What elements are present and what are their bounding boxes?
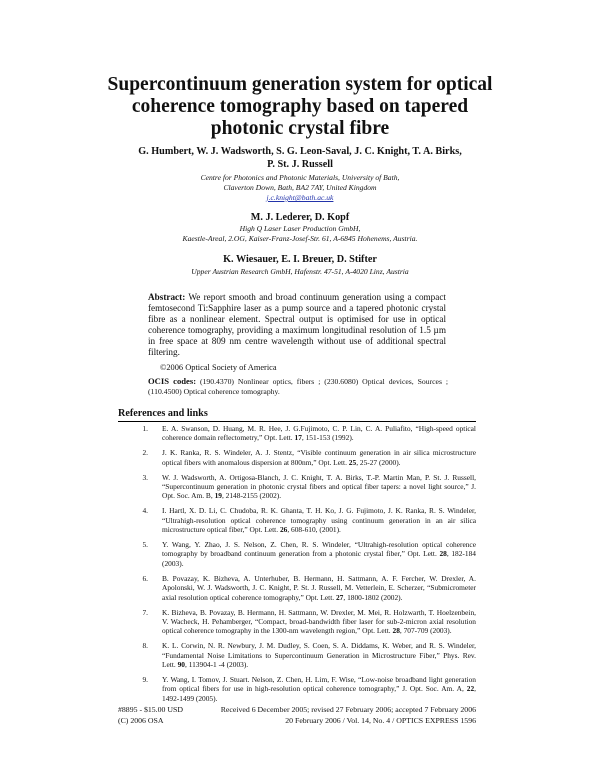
reference-pages: , 25-27 (2000). — [356, 457, 401, 467]
reference-volume: 22 — [466, 684, 475, 694]
reference-number: 2. — [142, 448, 148, 458]
reference-number: 7. — [142, 607, 148, 617]
reference-number: 9. — [142, 674, 148, 684]
reference-text: Y. Wang, Y. Zhao, J. S. Nelson, Z. Chen, R. S. Windeler, “Ultrahigh-resolution optical coherence tomography by broadband continuum generation from a photonic crystal fiber,” Opt. Lett. — [162, 540, 476, 559]
author-list-2: M. J. Lederer, D. Kopf — [250, 212, 350, 223]
reference-volume: 25 — [348, 457, 357, 467]
reference-pages: , 1492-1499 (2005). — [162, 684, 476, 703]
reference-volume: 17 — [294, 433, 302, 443]
reference-volume: 19 — [214, 491, 222, 501]
reference-text: I. Hartl, X. D. Li, C. Chudoba, R. K. Ghanta, T. H. Ko, J. G. Fujimoto, J. K. Ranka, R. S. Windeler, “Ultrahigh-resolution optical coherence tomography using continuum generation in an air silica microstructure optical fiber,” Opt. Lett. — [162, 506, 476, 535]
footer-received: Received 6 December 2005; revised 27 February 2006; accepted 7 February 2006 — [220, 705, 476, 714]
reference-item — [118, 574, 476, 602]
footer-copyright: (C) 2006 OSA — [118, 715, 164, 725]
reference-text: W. J. Wadsworth, A. Ortigosa-Blanch, J. C. Knight, T. A. Birks, T.-P. Martin Man, P. St. J. Russell, “Supercontinuum generation in photonic crystal fibers and optical fiber tapers: a novel light source,” J. Opt. Soc. Am. B, — [162, 472, 476, 501]
reference-pages: , 1800-1802 (2002). — [343, 592, 403, 602]
reference-text: K. L. Corwin, N. R. Newbury, J. M. Dudley, S. Coen, S. A. Diddams, K. Weber, and R. S. Windeler, “Fundamental Noise Limitations to Supercontinuum Generation in Microstructure Fiber,” Phys. Rev. Lett. — [162, 641, 476, 670]
footer-price: #8895 - $15.00 USD — [118, 705, 183, 714]
reference-item — [118, 448, 476, 467]
affiliation-1 — [0, 173, 600, 203]
reference-number: 5. — [142, 540, 148, 550]
reference-number: 1. — [142, 424, 148, 433]
reference-item — [118, 506, 476, 534]
affiliation-line: Centre for Photonics and Photonic Materials, University of Bath, — [200, 173, 400, 182]
references-list — [118, 424, 476, 709]
reference-volume: 28 — [392, 626, 400, 636]
abstract-label: Abstract: — [148, 292, 186, 302]
email-link[interactable]: j.c.knight@bath.ac.uk — [266, 193, 334, 202]
title-line: photonic crystal fibre — [210, 118, 390, 139]
reference-text: Y. Wang, I. Tomov, J. Stuart. Nelson, Z. Chen, H. Lim, F. Wise, “Low-noise broadband light generation from optical fibers for use in high-resolution optical coherence tomography,” J. Opt. Soc. Am. A, — [162, 674, 476, 694]
footer-citation: 20 February 2006 / Vol. 14, No. 4 / OPTICS EXPRESS 1596 — [285, 715, 476, 725]
ocis-codes — [148, 377, 448, 397]
reference-volume: 26 — [279, 525, 288, 535]
reference-text: J. K. Ranka, R. S. Windeler, A. J. Stentz, “Visible continuum generation in air silica microstructure optical fibers with anomalous dispersion at 800nm,” Opt. Lett. — [162, 448, 476, 467]
author-list-3: K. Wiesauer, E. I. Breuer, D. Stifter — [223, 254, 377, 265]
reference-pages: , 113904-1 -4 (2003). — [185, 660, 249, 670]
affiliation-line: Claverton Down, Bath, BA2 7AY, United Kingdom — [223, 183, 377, 192]
reference-pages: , 707-709 (2003). — [399, 626, 452, 636]
affiliation-line: High Q Laser Laser Production GmbH, — [239, 224, 361, 233]
ocis-text: (190.4370) Nonlinear optics, fibers ; (230.6080) Optical devices, Sources ; (110.4500) Optical coherence tomography. — [148, 377, 449, 396]
reference-number: 6. — [142, 573, 148, 583]
references-divider — [118, 421, 476, 422]
author-list-1 — [0, 145, 600, 171]
reference-volume: 27 — [335, 592, 344, 602]
reference-pages: , 2148-2155 (2002). — [221, 491, 282, 501]
reference-number: 4. — [142, 506, 148, 516]
reference-number: 8. — [142, 641, 148, 651]
reference-item — [118, 675, 476, 703]
reference-item — [118, 424, 476, 443]
title-line: coherence tomography based on tapered — [131, 96, 469, 117]
reference-item — [118, 608, 476, 636]
reference-volume: 28 — [439, 549, 447, 559]
paper-title — [0, 74, 600, 140]
reference-item — [118, 641, 476, 669]
reference-pages: , 608-610, (2001). — [287, 525, 341, 535]
reference-pages: , 151-153 (1992). — [301, 433, 354, 443]
affiliation-3: Upper Austrian Research GmbH, Hafenstr. 47-51, A-4020 Linz, Austria — [191, 267, 409, 276]
author-line: P. St. J. Russell — [267, 159, 333, 170]
ocis-label: OCIS codes: — [148, 376, 197, 386]
affiliation-2 — [0, 224, 600, 244]
reference-item — [118, 473, 476, 501]
reference-pages: , 182-184 (2003). — [162, 549, 476, 568]
copyright-notice: ©2006 Optical Society of America — [160, 363, 277, 372]
references-heading: References and links — [118, 408, 208, 419]
abstract — [148, 292, 446, 358]
affiliation-line: Kaestle-Areal, 2.OG, Kaiser-Franz-Josef-Str. 61, A-6845 Hohenems, Austria. — [182, 234, 418, 243]
author-line: G. Humbert, W. J. Wadsworth, S. G. Leon-Saval, J. C. Knight, T. A. Birks, — [138, 146, 462, 157]
abstract-text: We report smooth and broad continuum generation using a compact femtosecond Ti:Sapphire laser as a pump source and a tapered photonic crystal fibre as a nonlinear element. Spectral output is optimised for use in optical coherence tomography, providing a maximum longitudinal resolution of 1.5 µm in free space at 809 nm centre wavelength without use of additional spectral filtering. — [148, 292, 446, 357]
reference-text: B. Povazay, K. Bizheva, A. Unterhuber, B. Hermann, H. Sattmann, A. F. Fercher, W. Drexler, A. Apolonski, W. J. Wadsworth, J. C. Knight, P. St. J. Russell, M. Vetterlein, E. Scherzer, “Submicrometer axial resolution optical coherence tomography,” Opt. Lett. — [162, 573, 476, 602]
reference-text: E. A. Swanson, D. Huang, M. R. Hee, J. G.Fujimoto, C. P. Lin, C. A. Puliafito, “High-speed optical coherence domain reflectometry,” Opt. Lett. — [162, 424, 476, 443]
reference-volume: 90 — [177, 660, 185, 670]
page-footer — [118, 705, 476, 726]
reference-number: 3. — [142, 472, 148, 482]
reference-item — [118, 540, 476, 568]
reference-text: K. Bizheva, B. Povazay, B. Hermann, H. Sattmann, W. Drexler, M. Mei, R. Holzwarth, T. Hoelzenbein, V. Wacheck, H. Pehamberger, “Compact, broad-bandwidth fiber laser for sub-2-micron axial resolution optical coherence tomography in the 1300-nm wavelength region,” Opt. Lett. — [162, 607, 476, 636]
title-line: Supercontinuum generation system for optical — [107, 74, 493, 95]
